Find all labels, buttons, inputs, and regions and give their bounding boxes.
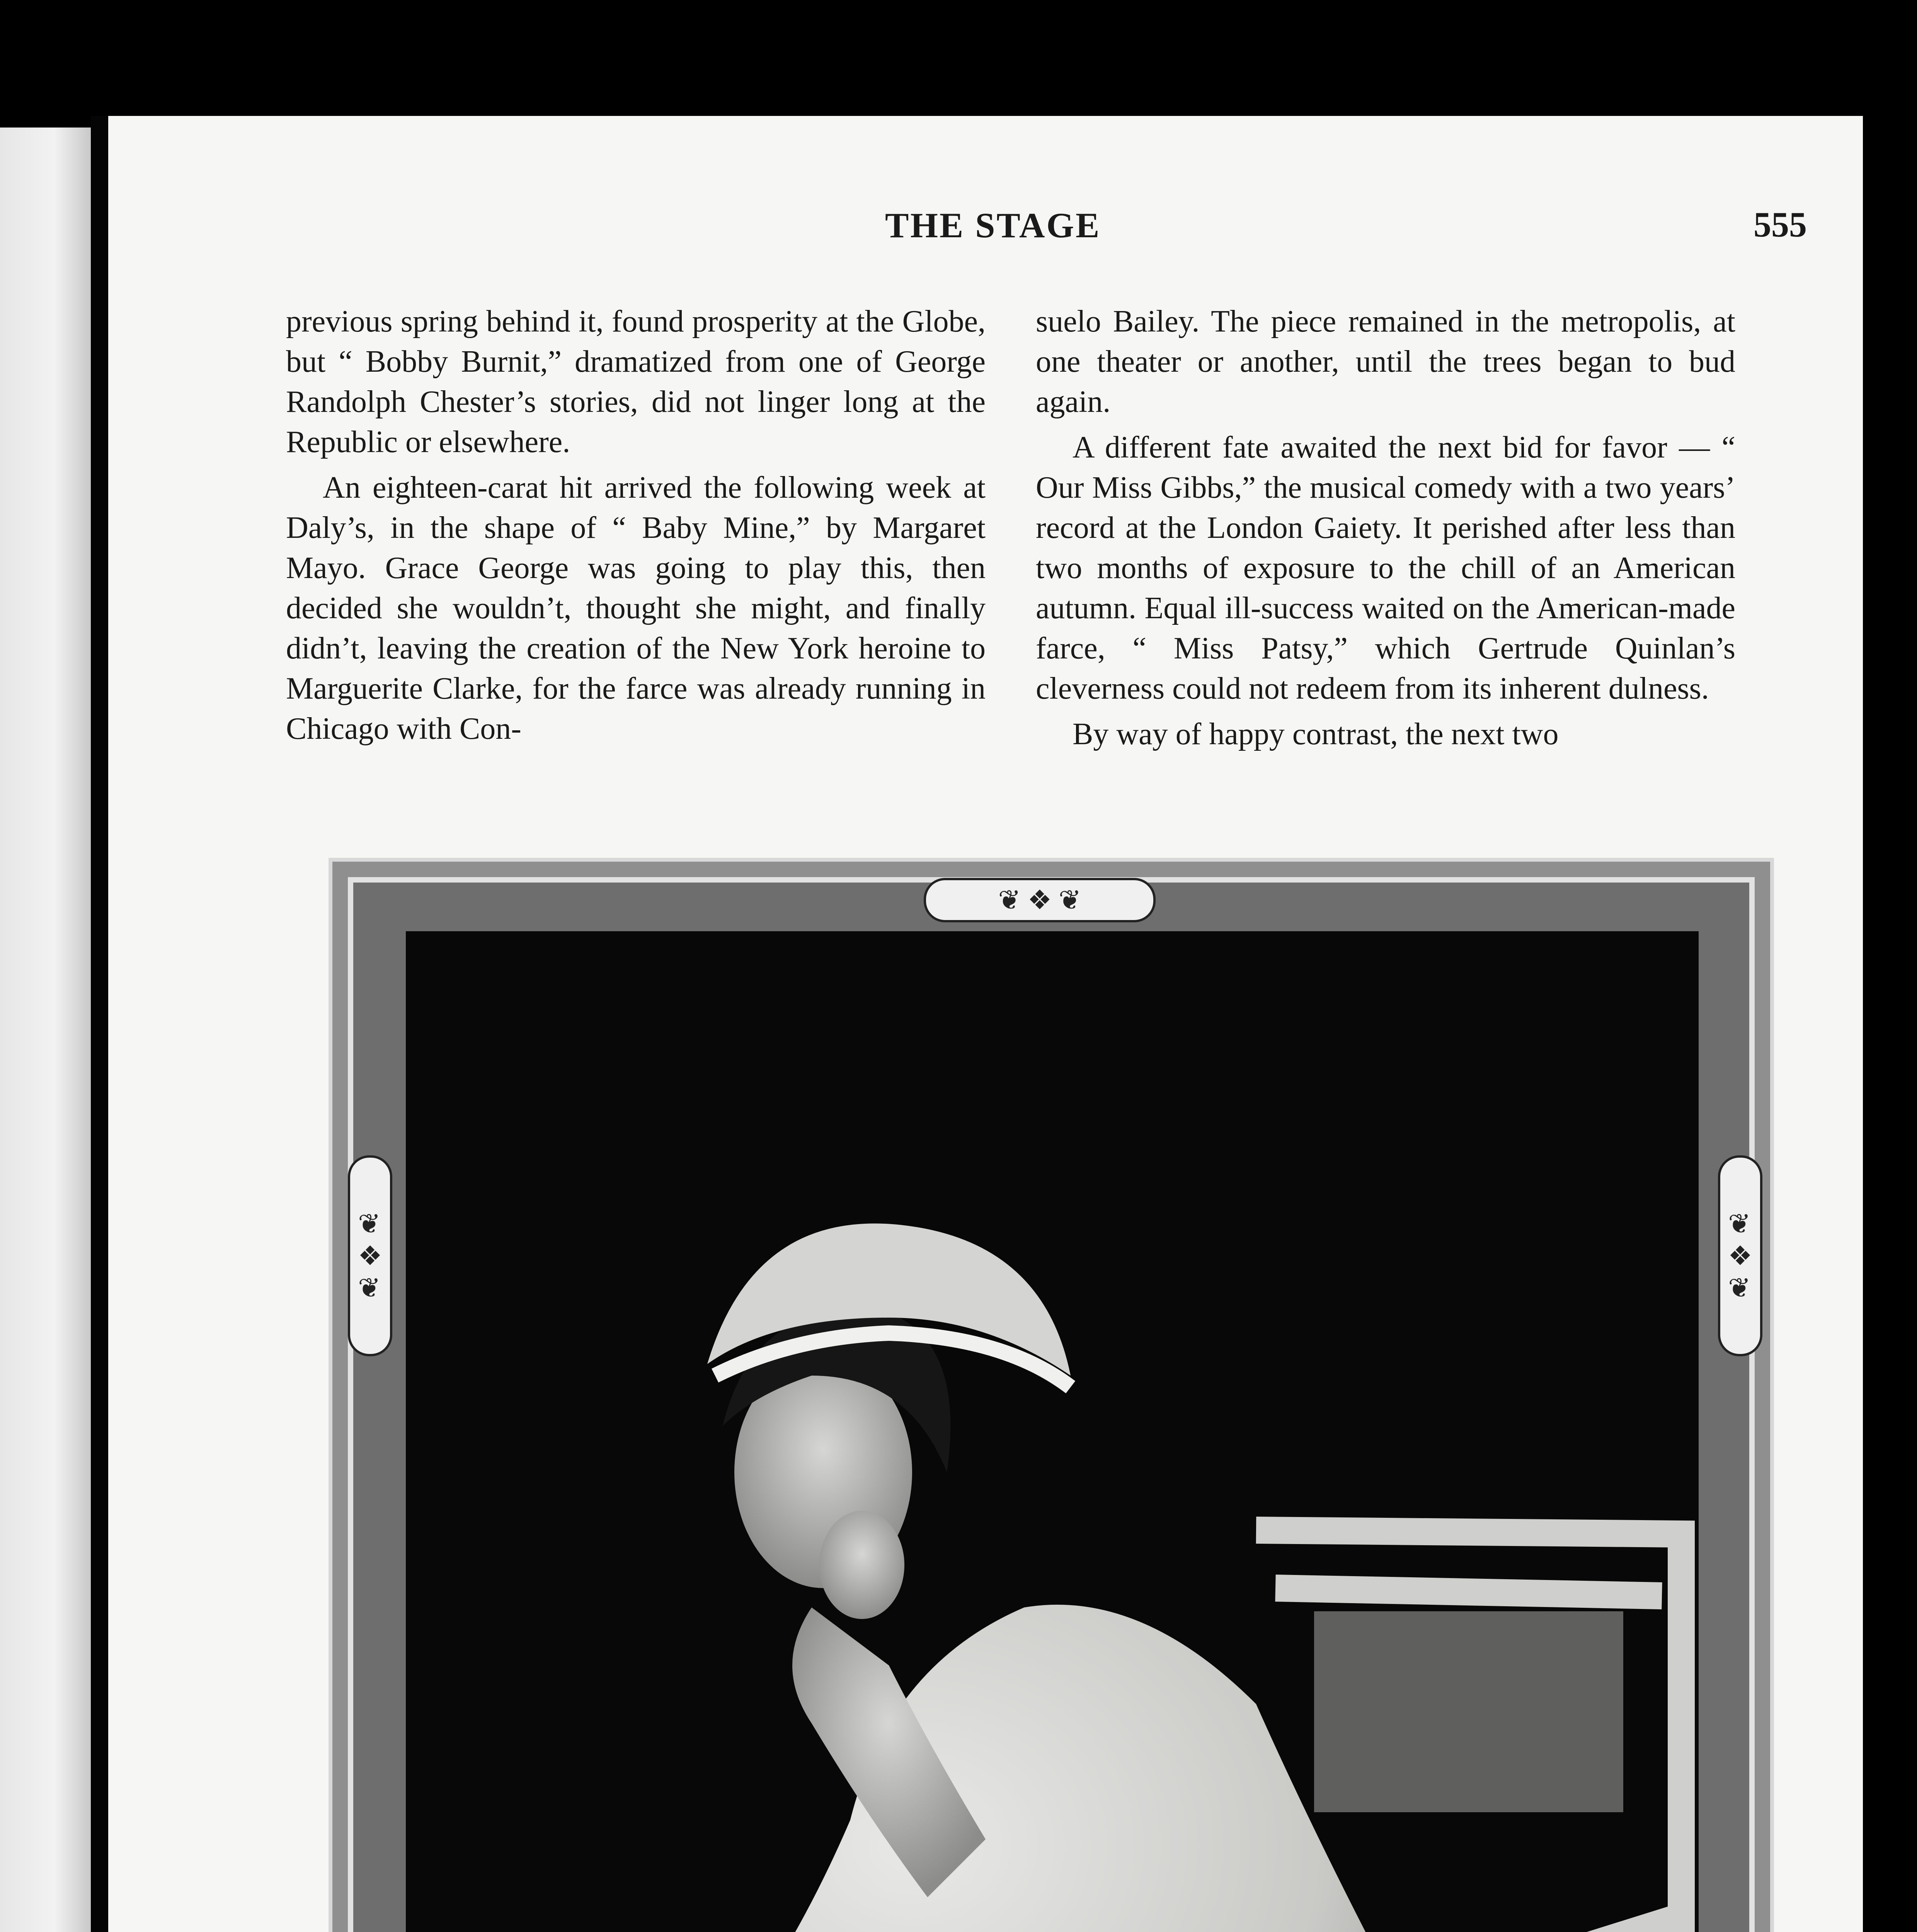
right-text-column — [1036, 301, 1735, 754]
scan-right-border — [1863, 108, 1917, 1932]
magazine-page — [108, 116, 1863, 1932]
frame-ornament-left: ❦ ❖ ❦ — [348, 1155, 392, 1356]
paragraph: suelo Bailey. The piece remained in the metropolis, at one theater or another, until the trees began to bud again. — [1036, 304, 1735, 419]
paragraph: An eighteen-carat hit arrived the following week at Daly’s, in the shape of “ Baby Mine,” by Margaret Mayo. Grace George was going to play this, then decided she wouldn’t, thought she might, and finally didn’t, leaving the creation of the New York heroine to Marguerite Clarke, for the farce was already running in Chicago with Con- — [286, 471, 986, 746]
scan-binding-shadow — [91, 116, 108, 1932]
frame-ornament-right: ❦ ❖ ❦ — [1718, 1155, 1762, 1356]
running-head: THE STAGE — [885, 206, 1101, 245]
scan-left-page-edge — [0, 128, 91, 1932]
portrait-illustration — [406, 931, 1699, 1932]
paragraph: A different fate awaited the next bid for favor — “ Our Miss Gibbs,” the musical comedy with a two years’ record at the London Gaiety. It perished after less than two months of exposure to the chill of an American autumn. Equal ill-success waited on the American-made farce, “ Miss Patsy,” which Gertrude Quinlan’s cleverness could not redeem from its inherent dulness. — [1036, 430, 1735, 706]
paragraph: By way of happy contrast, the next two — [1073, 717, 1559, 751]
frame-ornament-top: ❦ ❖ ❦ — [924, 878, 1156, 922]
paragraph: previous spring behind it, found prosperity at the Globe, but “ Bobby Burnit,” dramatized from one of George Randolph Chester’s stories, did not linger long at the Republic or elsewhere. — [286, 304, 986, 459]
left-text-column — [286, 301, 986, 749]
page-number: 555 — [1754, 205, 1807, 244]
photo-plate-frame — [329, 858, 1774, 1932]
portrait-photograph — [406, 931, 1699, 1932]
